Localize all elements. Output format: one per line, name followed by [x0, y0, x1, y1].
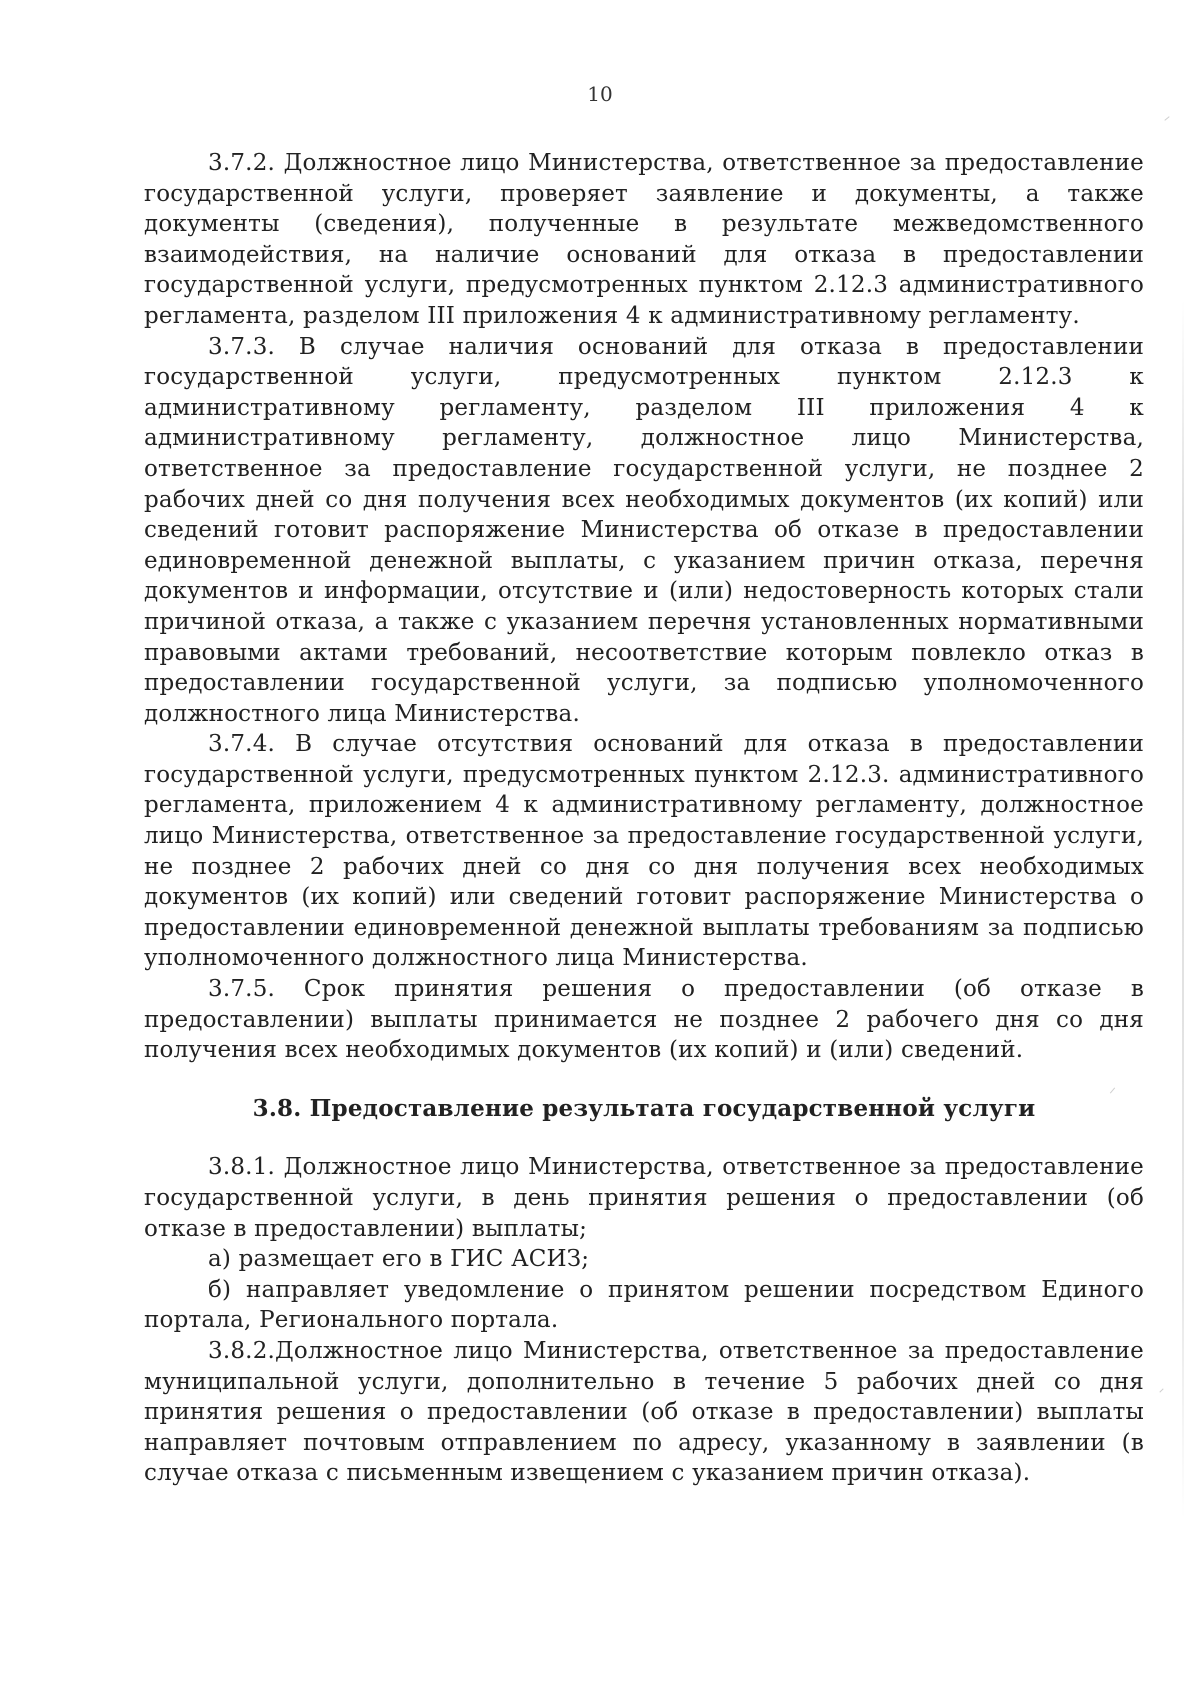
section-heading-3-8: 3.8. Предоставление результата государственной услуги	[252, 1094, 1036, 1122]
document-body	[144, 148, 1144, 1489]
scan-edge-shadow	[1182, 300, 1184, 1520]
paragraph-3-7-2: 3.7.2. Должностное лицо Министерства, ответственное за предоставление государственной услуги, проверяет заявление и документы, а также документы (сведения), полученные в результате межведомственного взаимодействия, на наличие оснований для отказа в предоставлении государственной услуги, предусмотренных пунктом 2.12.3 административного регламента, разделом III приложения 4 к административному регламенту.	[144, 150, 1144, 329]
paragraph-3-8-2: 3.8.2.Должностное лицо Министерства, ответственное за предоставление муниципальной услуги, дополнительно в течение 5 рабочих дней со дня принятия решения о предоставлении (об отказе в предоставлении) выплаты направляет почтовым отправлением по адресу, указанному в заявлении (в случае отказа с письменным извещением с указанием причин отказа).	[144, 1337, 1144, 1487]
page-number: 10	[587, 82, 613, 106]
paragraph-3-8-1: 3.8.1. Должностное лицо Министерства, ответственное за предоставление государственной услуги, в день принятия решения о предоставлении (об отказе в предоставлении) выплаты;	[144, 1154, 1144, 1242]
paragraph-3-7-3: 3.7.3. В случае наличия оснований для отказа в предоставлении государственной услуги, предусмотренных пунктом 2.12.3 к административному регламенту, разделом III приложения 4 к административному регламенту, должностное лицо Министерства, ответственное за предоставление государственной услуги, не позднее 2 рабочих дней со дня получения всех необходимых документов (их копий) или сведений готовит распоряжение Министерства об отказе в предоставлении единовременной денежной выплаты, с указанием причин отказа, перечня документов и информации, отсутствие и (или) недостоверность которых стали причиной отказа, а также с указанием перечня установленных нормативными правовыми актами требований, несоответствие которым повлекло отказ в предоставлении государственной услуги, за подписью уполномоченного должностного лица Министерства.	[144, 333, 1144, 727]
paragraph-3-7-5: 3.7.5. Срок принятия решения о предоставлении (об отказе в предоставлении) выплаты принимается не позднее 2 рабочего дня со дня получения всех необходимых документов (их копий) и (или) сведений.	[144, 976, 1144, 1064]
scan-speck	[1164, 116, 1169, 121]
paragraph-3-8-1-b: б) направляет уведомление о принятом решении посредством Единого портала, Регионального портала.	[144, 1276, 1144, 1334]
paragraph-3-7-4: 3.7.4. В случае отсутствия оснований для отказа в предоставлении государственной услуги, предусмотренных пунктом 2.12.3. административного регламента, приложением 4 к административному регламенту, должностное лицо Министерства, ответственное за предоставление государственной услуги, не позднее 2 рабочих дней со дня со дня получения всех необходимых документов (их копий) или сведений готовит распоряжение Министерства о предоставлении единовременной денежной выплаты требованиям за подписью уполномоченного должностного лица Министерства.	[144, 731, 1144, 972]
paragraph-3-8-1-a: а) размещает его в ГИС АСИЗ;	[208, 1246, 590, 1273]
scan-speck	[1159, 1388, 1163, 1392]
